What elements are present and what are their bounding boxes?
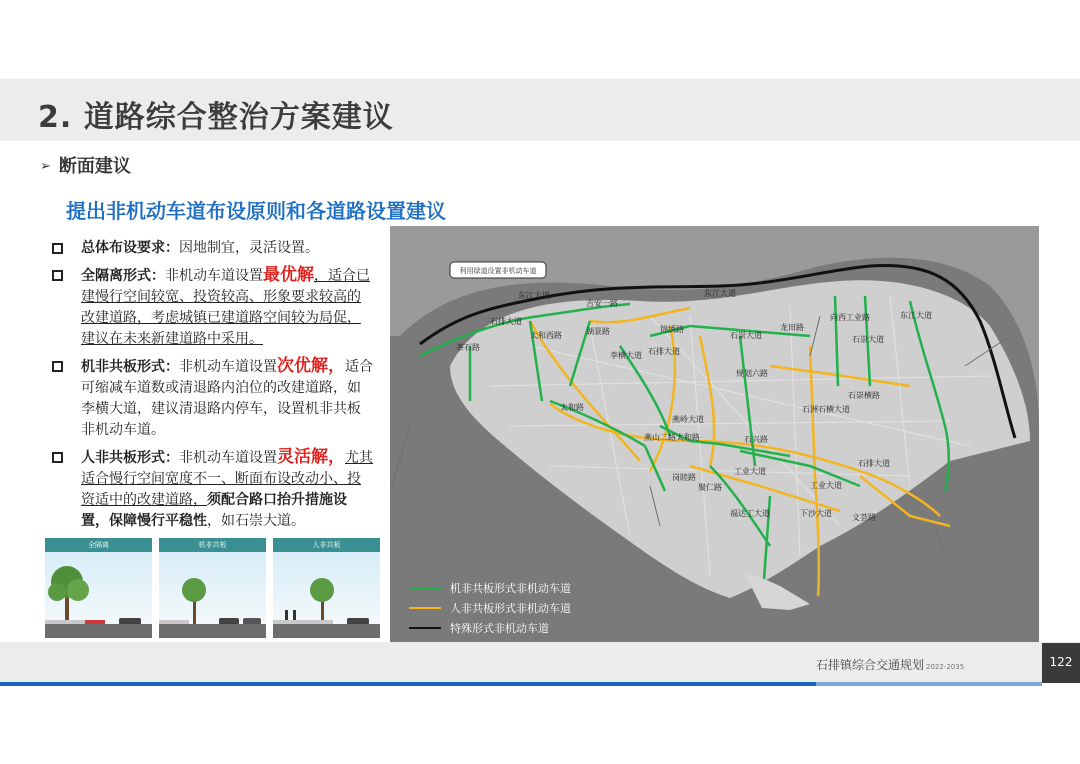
bullet-label: 机非共板形式： (81, 359, 179, 375)
map-road-label: 吉安一路 (586, 299, 618, 308)
map-road-label: 茶石路 (456, 343, 480, 352)
legend-label: 机非共板形式非机动车道 (450, 582, 571, 595)
bullet-bold-text: 须配合路口抬升措施设置，保障慢行平稳性 (81, 492, 347, 529)
footer-title (816, 656, 964, 673)
bullet-text: 非机动车道设置 (179, 359, 277, 375)
bullet-text: ，适合已建慢行空间较宽、投资较高、形象要求较高的改建道路，考虑城镇已建道路空间较为局促，建议在未来新建道路中采用。 (81, 268, 370, 347)
map-road-label: 东江大道 (704, 289, 736, 298)
map-road-label: 规划六路 (736, 369, 768, 378)
bullet-item (52, 447, 374, 532)
legend-item (409, 578, 639, 598)
section-heading (40, 152, 131, 178)
legend-item (409, 598, 639, 618)
page-number: 122 (1042, 643, 1080, 683)
cross-section-full-separation (45, 538, 152, 638)
road-strip (159, 624, 266, 638)
map-road-label: 石排大道 (490, 317, 522, 326)
bullet-text: 因地制宜，灵活设置。 (179, 240, 319, 256)
map-road-label: 燕岭大道 (672, 415, 704, 424)
checkbox-square-icon (52, 452, 63, 463)
road-strip (45, 624, 152, 638)
checkbox-square-icon (52, 270, 63, 281)
legend-label: 人非共板形式非机动车道 (450, 602, 571, 615)
bullet-text: 尤其适合慢行空间宽度不一、断面布设改动小、投资适中的改建道路， (81, 450, 373, 508)
footer-divider (0, 682, 816, 686)
map-road-label: 石洲石横大道 (802, 405, 850, 414)
map-road-label: 石排大道 (648, 347, 680, 356)
cross-section-shared-motor-nonmotor (159, 538, 266, 638)
map-road-label: 文荟路 (852, 513, 876, 522)
map-road-label: 东江大道 (900, 311, 932, 320)
map-road-label: 湖景路 (586, 327, 610, 336)
footer-years: 2022-2035 (926, 663, 965, 671)
bullet-text: 非机动车道设置 (179, 450, 277, 466)
black-line-icon (409, 627, 441, 629)
map-road-label: 石排大道 (858, 459, 890, 468)
map-road-label: 锦绣路 (660, 325, 684, 334)
bullet-text: 非机动车道设置 (165, 268, 263, 284)
cross-section-label: 机非共板 (159, 538, 266, 552)
map-road-label: 聚仁路 (698, 483, 722, 492)
arrow-bullet-icon: ➢ (40, 159, 51, 174)
bullet-label: 人非共板形式： (81, 450, 179, 466)
bullet-label: 总体布设要求： (81, 240, 179, 256)
bullet-list (52, 238, 374, 538)
legend-item (409, 618, 639, 638)
map-road-label: 向西工业路 (830, 313, 870, 322)
footer-title-text: 石排镇综合交通规划 (816, 658, 925, 672)
map-road-label: 福达工大道 (730, 509, 770, 518)
green-line-icon (409, 587, 441, 589)
cross-section-illustrations (45, 538, 381, 638)
bullet-highlight: 最优解 (263, 265, 314, 285)
cross-section-label: 全隔离 (45, 538, 152, 552)
map-road-label: 龙田路 (780, 323, 804, 332)
map-road-label: 太和路 (560, 403, 584, 412)
yellow-line-icon (409, 607, 441, 609)
checkbox-square-icon (52, 243, 63, 254)
map-road-label: 石崇横路 (848, 391, 880, 400)
footer-divider-light (816, 682, 1042, 686)
map-road-label: 东江大道 (518, 291, 550, 300)
slide-subtitle: 提出非机动车道布设原则和各道路设置建议 (66, 199, 446, 223)
legend-label: 特殊形式非机动车道 (450, 622, 549, 635)
map-road-label: 李横大道 (610, 351, 642, 360)
section-heading-text: 断面建议 (58, 156, 131, 177)
checkbox-square-icon (52, 361, 63, 372)
map-road-label: 工业大道 (810, 481, 842, 490)
bullet-label: 全隔离形式： (81, 268, 165, 284)
bullet-item (52, 265, 374, 350)
bullet-highlight: 次优解， (277, 356, 345, 376)
bullet-item (52, 356, 374, 441)
map-callout-text: 利用绿道设置非机动车道 (459, 267, 537, 275)
map-legend (409, 578, 639, 638)
map-road-label: 太和路 (676, 433, 700, 442)
bullet-text: ，如石崇大道。 (207, 513, 305, 529)
cross-section-shared-pedestrian-nonmotor (273, 538, 380, 638)
map-road-label: 燕山二路 (644, 433, 676, 442)
cross-section-label: 人非共板 (273, 538, 380, 552)
map-road-label: 岗睦路 (672, 473, 696, 482)
map-road-label: 石崇大道 (852, 335, 884, 344)
bullet-highlight: 灵活解， (277, 447, 345, 467)
bullet-item (52, 238, 374, 259)
map-road-label: 石兴路 (744, 435, 768, 444)
bullet-text: 适合可缩减车道数或清退路内泊位的改建道路，如李横大道，建议清退路内停车，设置机非共板非机动车道。 (81, 359, 373, 438)
map-road-label: 下沙大道 (800, 509, 832, 518)
map-road-label: 太和西路 (530, 331, 562, 340)
road-strip (273, 624, 380, 638)
page-title: 2. 道路综合整治方案建议 (38, 100, 394, 135)
map-road-label: 工业大道 (734, 467, 766, 476)
map-road-label: 石崇大道 (730, 331, 762, 340)
